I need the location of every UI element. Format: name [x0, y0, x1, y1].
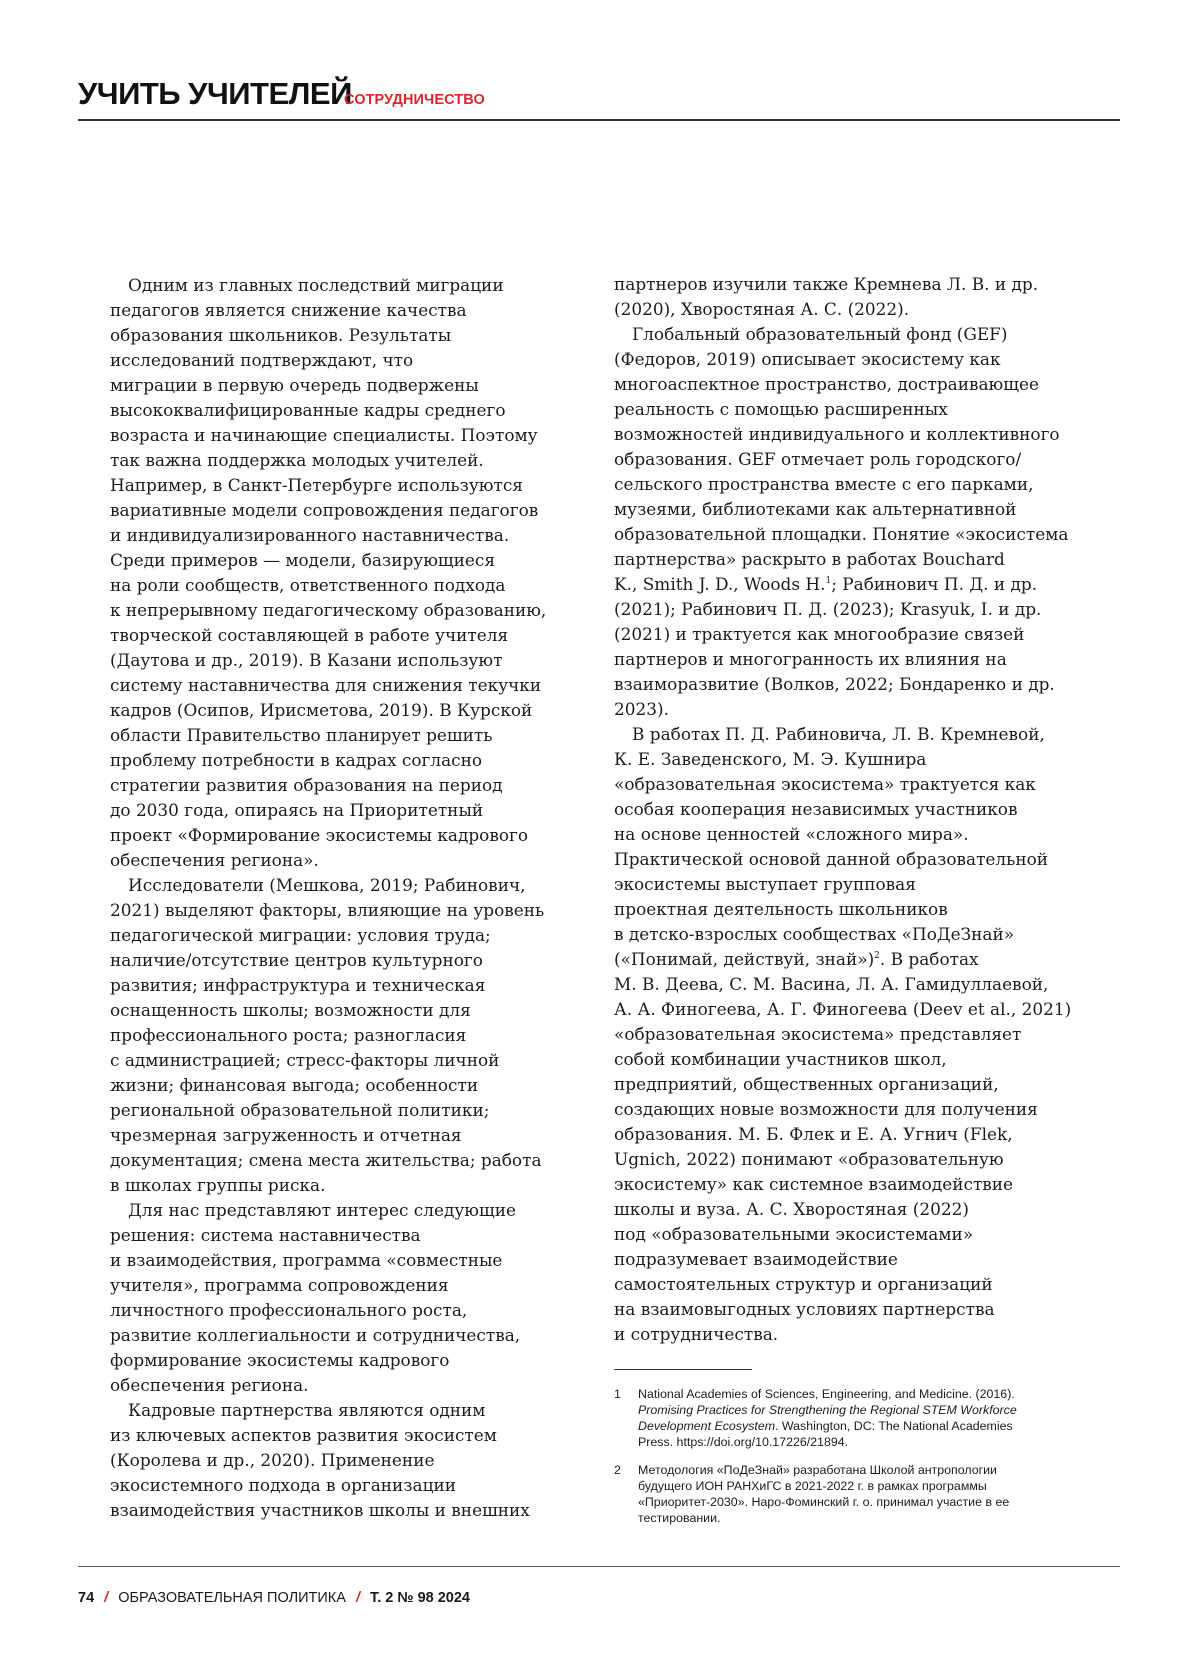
- rubric-section: СОТРУДНИЧЕСТВО: [344, 92, 485, 108]
- text-line: Ugnich, 2022) понимают «образовательную: [614, 1147, 1124, 1172]
- text-line: взаиморазвитие (Волков, 2022; Бондаренко и др.: [614, 672, 1124, 697]
- text-line: предприятий, общественных организаций,: [614, 1072, 1124, 1097]
- text-line: В работах П. Д. Рабиновича, Л. В. Кремневой,: [614, 722, 1124, 747]
- text-line: возможностей индивидуального и коллективного: [614, 422, 1124, 447]
- text-line: высококвалифицированные кадры среднего: [110, 398, 600, 423]
- text-line: А. А. Финогеева, А. Г. Финогеева (Deev et al., 2021): [614, 997, 1124, 1022]
- text-line: на основе ценностей «сложного мира».: [614, 822, 1124, 847]
- footnote-text-span: . Washington, DC: The National Academies: [775, 1419, 1013, 1433]
- text-line: образования школьников. Результаты: [110, 323, 600, 348]
- footnote-line: National Academies of Sciences, Engineering, and Medicine. (2016).: [638, 1386, 1078, 1402]
- text-line: экосистемы выступает групповая: [614, 872, 1124, 897]
- text-line: развитие коллегиальности и сотрудничества,: [110, 1323, 600, 1348]
- footnote-line: Методология «ПоДеЗнай» разработана Школой антропологии: [638, 1462, 1078, 1478]
- page-footer: [78, 1590, 470, 1610]
- text-line: и индивидуализированного наставничества.: [110, 523, 600, 548]
- text-line: проблему потребности в кадрах согласно: [110, 748, 600, 773]
- text-line: с администрацией; стресс-факторы личной: [110, 1048, 600, 1073]
- text-line: партнеров и многогранность их влияния на: [614, 647, 1124, 672]
- text-line: педагогов является снижение качества: [110, 298, 600, 323]
- text-line: области Правительство планирует решить: [110, 723, 600, 748]
- text-line: (2021); Рабинович П. Д. (2023); Krasyuk, I. и др.: [614, 597, 1124, 622]
- text-line: экосистемного подхода в организации: [110, 1473, 600, 1498]
- text-line: сельского пространства вместе с его парками,: [614, 472, 1124, 497]
- text-line: миграции в первую очередь подвержены: [110, 373, 600, 398]
- footnote-italic: Promising Practices for Strengthening the Regional STEM Workforce: [638, 1403, 1017, 1417]
- right-column: [614, 272, 1124, 1347]
- text-line: творческой составляющей в работе учителя: [110, 623, 600, 648]
- text-line: педагогической миграции: условия труда;: [110, 923, 600, 948]
- footnote-text: [638, 1462, 1078, 1526]
- text-line: М. В. Деева, С. М. Васина, Л. А. Гамидуллаевой,: [614, 972, 1124, 997]
- text-line: и взаимодействия, программа «совместные: [110, 1248, 600, 1273]
- text-line: Среди примеров — модели, базирующиеся: [110, 548, 600, 573]
- footnote-ref-2[interactable]: 2: [874, 951, 880, 961]
- text-line: создающих новые возможности для получения: [614, 1097, 1124, 1122]
- text-line: решения: система наставничества: [110, 1223, 600, 1248]
- text-line: систему наставничества для снижения текучки: [110, 673, 600, 698]
- text-line: «образовательная экосистема» трактуется как: [614, 772, 1124, 797]
- text-span: . В работах: [880, 949, 979, 969]
- footer-divider: [78, 1566, 1120, 1567]
- separator-slash: /: [104, 1590, 108, 1606]
- text-line: обеспечения региона».: [110, 848, 600, 873]
- text-line: на взаимовыгодных условиях партнерства: [614, 1297, 1124, 1322]
- text-line: оснащенность школы; возможности для: [110, 998, 600, 1023]
- header-divider: [78, 119, 1120, 121]
- footnote-divider: [614, 1369, 752, 1370]
- separator-slash: /: [356, 1590, 360, 1606]
- issue-info: Т. 2 № 98 2024: [370, 1590, 470, 1606]
- text-line: Кадровые партнерства являются одним: [110, 1398, 600, 1423]
- text-line: стратегии развития образования на период: [110, 773, 600, 798]
- text-line: Для нас представляют интерес следующие: [110, 1198, 600, 1223]
- text-line: экосистему» как системное взаимодействие: [614, 1172, 1124, 1197]
- text-line: реальность с помощью расширенных: [614, 397, 1124, 422]
- text-line: [614, 947, 1124, 972]
- text-line: К. Е. Заведенского, М. Э. Кушнира: [614, 747, 1124, 772]
- page-number: 74: [78, 1590, 94, 1606]
- text-line: собой комбинации участников школ,: [614, 1047, 1124, 1072]
- text-line: до 2030 года, опираясь на Приоритетный: [110, 798, 600, 823]
- text-line: так важна поддержка молодых учителей.: [110, 448, 600, 473]
- footnote-ref-1[interactable]: 1: [826, 576, 832, 586]
- text-line: жизни; финансовая выгода; особенности: [110, 1073, 600, 1098]
- text-line: образовательной площадки. Понятие «экосистема: [614, 522, 1124, 547]
- text-line: взаимодействия участников школы и внешних: [110, 1498, 600, 1523]
- text-line: (Даутова и др., 2019). В Казани используют: [110, 648, 600, 673]
- text-line: в школах группы риска.: [110, 1173, 600, 1198]
- text-line: кадров (Осипов, Ирисметова, 2019). В Курской: [110, 698, 600, 723]
- text-line: Практической основой данной образовательной: [614, 847, 1124, 872]
- text-line: Исследователи (Мешкова, 2019; Рабинович,: [110, 873, 600, 898]
- text-line: вариативные модели сопровождения педагогов: [110, 498, 600, 523]
- footnote-text: [638, 1386, 1078, 1450]
- text-line: формирование экосистемы кадрового: [110, 1348, 600, 1373]
- text-line: обеспечения региона.: [110, 1373, 600, 1398]
- text-line: Например, в Санкт-Петербурге используются: [110, 473, 600, 498]
- footnote-line: будущего ИОН РАНХиГС в 2021-2022 г. в рамках программы: [638, 1478, 1078, 1494]
- text-line: (2020), Хворостяная А. С. (2022).: [614, 297, 1124, 322]
- text-line: партнерства» раскрыто в работах Bouchard: [614, 547, 1124, 572]
- text-line: подразумевает взаимодействие: [614, 1247, 1124, 1272]
- text-line: партнеров изучили также Кремнева Л. В. и др.: [614, 272, 1124, 297]
- footnote-italic: Development Ecosystem: [638, 1419, 775, 1433]
- text-span: K., Smith J. D., Woods H.: [614, 574, 826, 594]
- text-line: [614, 572, 1124, 597]
- text-line: проектная деятельность школьников: [614, 897, 1124, 922]
- text-line: «образовательная экосистема» представляет: [614, 1022, 1124, 1047]
- text-line: Одним из главных последствий миграции: [110, 273, 600, 298]
- journal-title: ОБРАЗОВАТЕЛЬНАЯ ПОЛИТИКА: [118, 1590, 346, 1606]
- text-span: ; Рабинович П. Д. и др.: [831, 574, 1037, 594]
- text-line: под «образовательными экосистемами»: [614, 1222, 1124, 1247]
- text-line: 2021) выделяют факторы, влияющие на уровень: [110, 898, 600, 923]
- footnote-line: «Приоритет-2030». Наро-Фоминский г. о. принимал участие в ее: [638, 1494, 1078, 1510]
- text-line: (Королева и др., 2020). Применение: [110, 1448, 600, 1473]
- rubric-title: УЧИТЬ УЧИТЕЛЕЙ: [78, 76, 352, 112]
- text-line: и сотрудничества.: [614, 1322, 1124, 1347]
- text-line: проект «Формирование экосистемы кадрового: [110, 823, 600, 848]
- text-line: учителя», программа сопровождения: [110, 1273, 600, 1298]
- text-line: школы и вуза. А. С. Хворостяная (2022): [614, 1197, 1124, 1222]
- text-line: (Федоров, 2019) описывает экосистему как: [614, 347, 1124, 372]
- text-line: в детско-взрослых сообществах «ПоДеЗнай»: [614, 922, 1124, 947]
- footnote-line: Press. https://doi.org/10.17226/21894.: [638, 1434, 1078, 1450]
- footnote-number: 2: [614, 1462, 621, 1478]
- text-line: самостоятельных структур и организаций: [614, 1272, 1124, 1297]
- text-line: личностного профессионального роста,: [110, 1298, 600, 1323]
- text-line: особая кооперация независимых участников: [614, 797, 1124, 822]
- text-line: 2023).: [614, 697, 1124, 722]
- text-line: музеями, библиотеками как альтернативной: [614, 497, 1124, 522]
- text-line: из ключевых аспектов развития экосистем: [110, 1423, 600, 1448]
- left-column: [110, 273, 600, 1523]
- text-line: образования. GEF отмечает роль городского/: [614, 447, 1124, 472]
- footnote-line: [638, 1402, 1078, 1418]
- text-line: образования. М. Б. Флек и Е. А. Угнич (Flek,: [614, 1122, 1124, 1147]
- text-line: (2021) и трактуется как многообразие связей: [614, 622, 1124, 647]
- footnote-line: тестировании.: [638, 1510, 1078, 1526]
- page-header: [78, 76, 1120, 120]
- text-span: («Понимай, действуй, знай»): [614, 949, 874, 969]
- text-line: профессионального роста; разногласия: [110, 1023, 600, 1048]
- text-line: документация; смена места жительства; работа: [110, 1148, 600, 1173]
- text-line: возраста и начинающие специалисты. Поэтому: [110, 423, 600, 448]
- text-line: многоаспектное пространство, достраивающее: [614, 372, 1124, 397]
- text-line: к непрерывному педагогическому образованию,: [110, 598, 600, 623]
- footnote-line: [638, 1418, 1078, 1434]
- text-line: на роли сообществ, ответственного подхода: [110, 573, 600, 598]
- text-line: Глобальный образовательный фонд (GEF): [614, 322, 1124, 347]
- text-line: региональной образовательной политики;: [110, 1098, 600, 1123]
- footnote-number: 1: [614, 1386, 621, 1402]
- text-line: исследований подтверждают, что: [110, 348, 600, 373]
- text-line: чрезмерная загруженность и отчетная: [110, 1123, 600, 1148]
- text-line: наличие/отсутствие центров культурного: [110, 948, 600, 973]
- text-line: развития; инфраструктура и техническая: [110, 973, 600, 998]
